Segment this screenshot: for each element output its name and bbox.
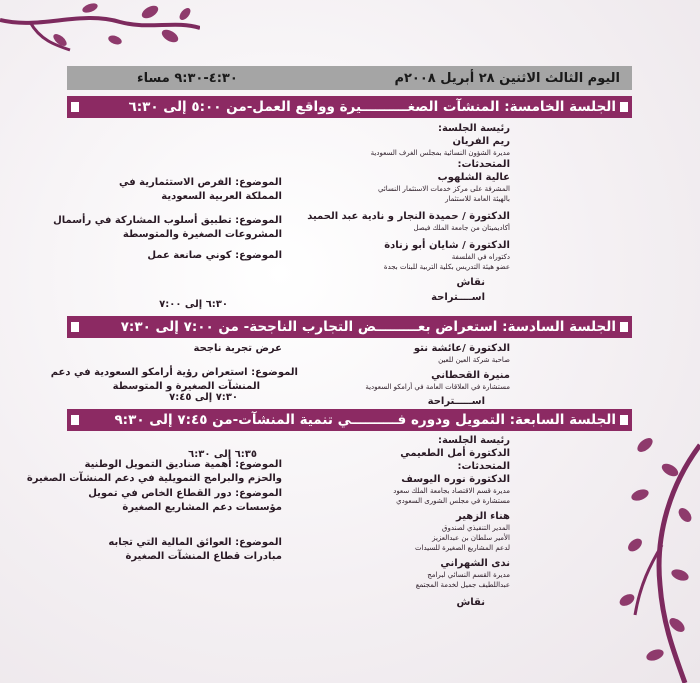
break-time-text: ٧:٣٠ إلى ٧:٤٥ <box>169 392 238 403</box>
topic-line: مؤسسات دعم المشاريع الصغيرة <box>122 502 282 513</box>
session7-speaker-role: المدير التنفيذي لصندوق <box>442 524 510 532</box>
session7-topic <box>108 536 282 564</box>
time-note-text: ٦:٣٥ إلى ٦:٣٠ <box>188 449 257 460</box>
session7-speaker-role: مستشارة في مجلس الشورى السعودي <box>396 497 510 505</box>
top-left-vine-decoration <box>0 0 200 60</box>
session7-speaker-role: مديرة قسم الاقتصاد بجامعة الملك سعود <box>393 487 510 495</box>
topic-line: عرض تجربة ناجحة <box>193 343 282 354</box>
session5-speaker-role: أكاديميتان من جامعة الملك فيصل <box>413 224 510 232</box>
session6-speaker-name: منيرة القحطاني <box>431 370 510 381</box>
topic-line: والحزم والبرامج التمويلية في دعم المنشآت الصغيرة <box>26 473 282 484</box>
session6-speakers-column <box>280 342 510 408</box>
session-marker-icon <box>620 415 628 425</box>
session6-speaker-name: الدكتورة /عائشة نتو <box>413 343 510 354</box>
day-time: ٤:٣٠-٩:٣٠ مساء <box>137 70 238 86</box>
session7-speaker-role: لدعم المشاريع الصغيرة للسيدات <box>414 544 510 552</box>
topic-line: الموضوع: تطبيق أسلوب المشاركة في رأسمال <box>53 215 282 226</box>
session5-speaker-name: عالية الشلهوب <box>437 172 510 183</box>
session7-speakers-label: المتحدثات: <box>457 461 510 472</box>
right-vine-decoration <box>615 425 700 683</box>
topic-line: المنشآت الصغيرة و المتوسطة <box>112 381 260 392</box>
session5-speaker-role: عضو هيئة التدريس بكلية التربية للبنات بجدة <box>383 263 510 271</box>
session5-chair-name: ريم الفريان <box>452 136 510 147</box>
session5-header <box>67 96 632 118</box>
session5-chair-label: رئيسة الجلسة: <box>437 123 510 134</box>
session6-speaker-role: صاحبة شركة العين للعين <box>438 356 510 364</box>
session-marker-icon <box>71 322 79 332</box>
session6-break-label: اســـــتراحة <box>427 396 485 407</box>
session7-speakers-column <box>280 434 510 609</box>
session7-speaker-name: ندى الشهراني <box>440 558 510 569</box>
topic-line: الموضوع: أهمية صناديق التمويل الوطنية <box>84 459 282 470</box>
session5-speaker-role: بالهيئة العامة للاستثمار <box>445 195 510 203</box>
session6-topic <box>194 342 282 356</box>
topic-line: المشروعات الصغيرة والمتوسطة <box>122 229 282 240</box>
session6-break-time <box>169 391 238 405</box>
break-time-text: ٦:٣٠ إلى ٧:٠٠ <box>159 299 228 310</box>
session7-speaker-name: الدكتورة نوره اليوسف <box>401 474 510 485</box>
session7-speaker-role: مديرة القسم النسائي لبرامج <box>427 571 510 579</box>
session7-chair-label: رئيسة الجلسة: <box>437 435 510 446</box>
session7-speaker-name: هناء الزهير <box>455 511 510 522</box>
session5-speaker-name: الدكتورة / حميدة النجار و نادية عبد الحميد <box>307 211 510 222</box>
session7-speaker-role: عبداللطيف جميل لخدمة المجتمع <box>415 581 510 589</box>
session5-speakers-label: المتحدثات: <box>457 159 510 170</box>
session7-topic <box>27 458 282 486</box>
topic-line: مبادرات قطاع المنشآت الصغيرة <box>125 551 282 562</box>
session5-speakers-column <box>280 122 510 304</box>
session6-topic <box>51 366 298 394</box>
session-marker-icon <box>620 322 628 332</box>
session5-break-label: اســــتراحة <box>431 292 485 303</box>
day-date: اليوم الثالث الاثنين ٢٨ أبريل ٢٠٠٨م <box>394 70 620 86</box>
session-marker-icon <box>620 102 628 112</box>
session5-speaker-role: المشرفة على مركز خدمات الاستثمار النسائي <box>377 185 510 193</box>
session5-speaker-role: دكتوراه في الفلسفة <box>451 253 510 261</box>
session5-topic <box>147 249 282 263</box>
session5-discussion: نقاش <box>456 277 485 288</box>
session6-header <box>67 316 632 338</box>
session5-topic <box>119 176 282 204</box>
session5-topic <box>53 214 282 242</box>
session7-speaker-role: الأمير سلطان بن عبدالعزيز <box>432 534 510 542</box>
session6-title: الجلسة السادسة: استعراض بعـــــــــض التجارب الناجحة- من ٧:٠٠ إلى ٧:٣٠ <box>120 319 616 335</box>
session-marker-icon <box>71 415 79 425</box>
session5-chair-role: مديرة الشؤون النسائية بمجلس الغرف السعودية <box>370 149 510 157</box>
day-header-bar <box>67 66 632 90</box>
session7-title: الجلسة السابعة: التمويل ودوره فــــــــــي تنمية المنشآت-من ٧:٤٥ إلى ٩:٣٠ <box>114 412 616 428</box>
session5-speaker-name: الدكتورة / شايان أبو زنادة <box>384 240 510 251</box>
topic-line: الموضوع: كوني صانعة عمل <box>147 250 282 261</box>
session5-title: الجلسة الخامسة: المنشآت الصغــــــــــيرة وواقع العمل-من ٥:٠٠ إلى ٦:٣٠ <box>128 99 616 115</box>
topic-line: الموضوع: دور القطاع الخاص في تمويل <box>88 488 282 499</box>
session7-header <box>67 409 632 431</box>
topic-line: الموضوع: العوائق المالية التي تجابه <box>108 537 282 548</box>
session-marker-icon <box>71 102 79 112</box>
topic-line: الموضوع: الفرص الاستثمارية في <box>119 177 282 188</box>
session6-speaker-role: مستشارة في العلاقات العامة في أرامكو السعودية <box>365 383 510 391</box>
session7-discussion: نقاش <box>456 597 485 608</box>
session7-topic <box>88 487 282 515</box>
topic-line: المملكة العربية السعودية <box>161 191 282 202</box>
topic-line: الموضوع: استعراض رؤية أرامكو السعودية في دعم <box>50 367 298 378</box>
session5-break-time <box>159 298 228 312</box>
session7-chair-name: الدكتورة أمل الطعيمي <box>400 448 510 459</box>
